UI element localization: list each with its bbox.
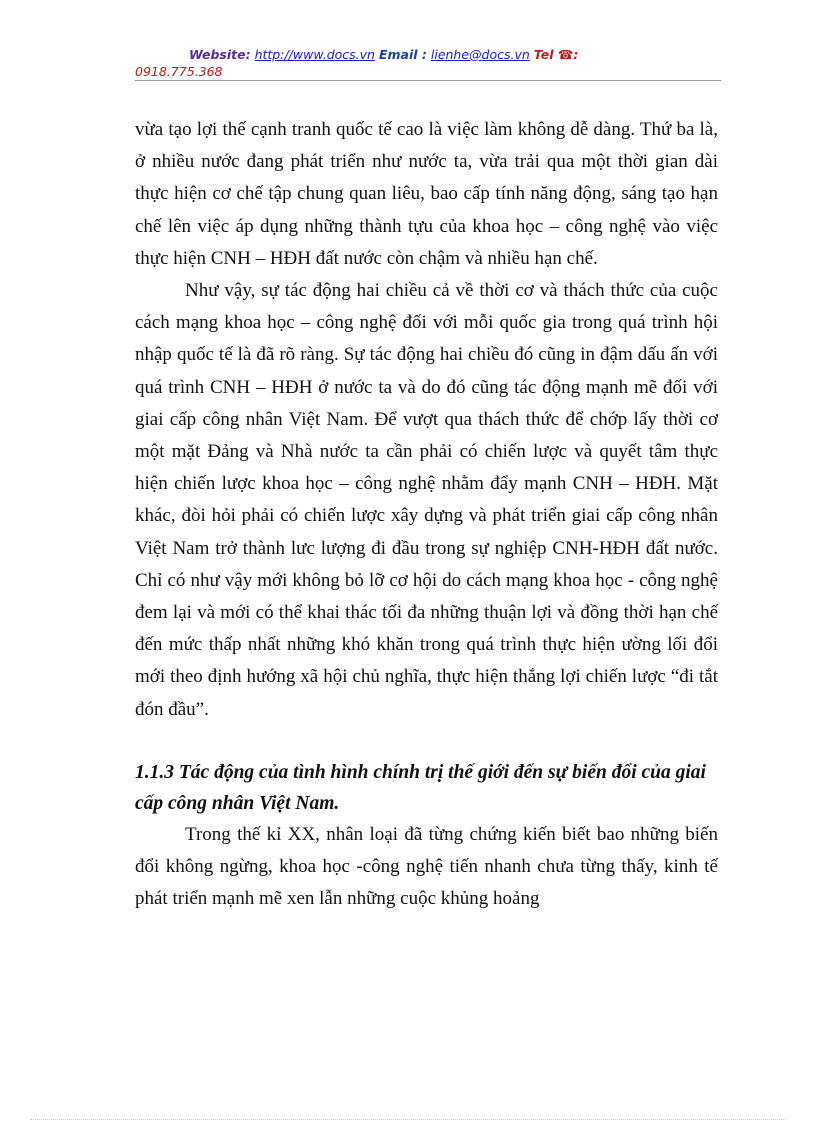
paragraph-1: vừa tạo lợi thế cạnh tranh quốc tế cao là việc làm không dễ dàng. Thứ ba là, ở nhiều nước đang phát triển như nước ta, vừa trải qua một thời gian dài thực hiện cơ chế tập chung quan liêu, bao cấp tính năng động, sáng tạo hạn chế lên việc áp dụng những thành tựu của khoa học – công nghệ vào việc thực hiện CNH – HĐH đất nước còn chậm và nhiều hạn chế. [135, 119, 718, 269]
email-label: Email : [378, 47, 427, 62]
paragraph-2: Như vậy, sự tác động hai chiều cả về thời cơ và thách thức của cuộc cách mạng khoa học – công nghệ đối với mỗi quốc gia trong quá trình hội nhập quốc tế là đã rõ ràng. Sự tác động hai chiều đó cũng in đậm dấu ấn với quá trình CNH – HĐH ở nước ta và do đó cũng tác động mạnh mẽ đối với giai cấp công nhân Việt Nam. Để vượt qua thách thức để chớp lấy thời cơ một mặt Đảng và Nhà nước ta cần phải có chiến lược và quyết tâm thực hiện chiến lược khoa học – công nghệ nhằm đẩy mạnh CNH – HĐH. Mặt khác, đòi hỏi phải có chiến lược xây dựng và phát triển giai cấp công nhân Việt Nam trở thành lưc lượng đi đầu trong sự nghiệp CNH-HĐH đất nước. Chỉ có như vậy mới không bỏ lỡ cơ hội do cách mạng khoa học - công nghệ đem lại và mới có thể khai thác tối đa những thuận lợi và đồng thời hạn chế đến mức thấp nhất những khó khăn trong quá trình thực hiện ường lối đổi mới theo định hướng xã hội chủ nghĩa, thực hiện thắng lợi chiến lược “đi tắt đón đầu”. [135, 280, 718, 720]
header-contact-line [135, 46, 720, 63]
paragraph-3: Trong thế kỉ XX, nhân loại đã từng chứng kiến biết bao những biến đổi không ngừng, khoa học -công nghệ tiến nhanh chưa từng thấy, kinh tế phát triển mạnh mẽ xen lẫn những cuộc khủng hoảng [135, 823, 718, 910]
page-header [135, 46, 720, 80]
section-heading: 1.1.3 Tác động của tình hình chính trị thế giới đến sự biến đổi của giai cấp công nhân Việt Nam. [135, 761, 706, 814]
email-link[interactable]: lienhe@docs.vn [430, 47, 530, 62]
document-body [135, 114, 718, 915]
website-link[interactable]: http://www.docs.vn [254, 47, 375, 62]
phone-number: 0918.775.368 [135, 64, 223, 79]
tel-label: Tel ☎: [533, 47, 579, 62]
website-label: Website: [189, 47, 251, 62]
header-divider [135, 80, 721, 81]
page-bottom-divider [30, 1119, 786, 1120]
